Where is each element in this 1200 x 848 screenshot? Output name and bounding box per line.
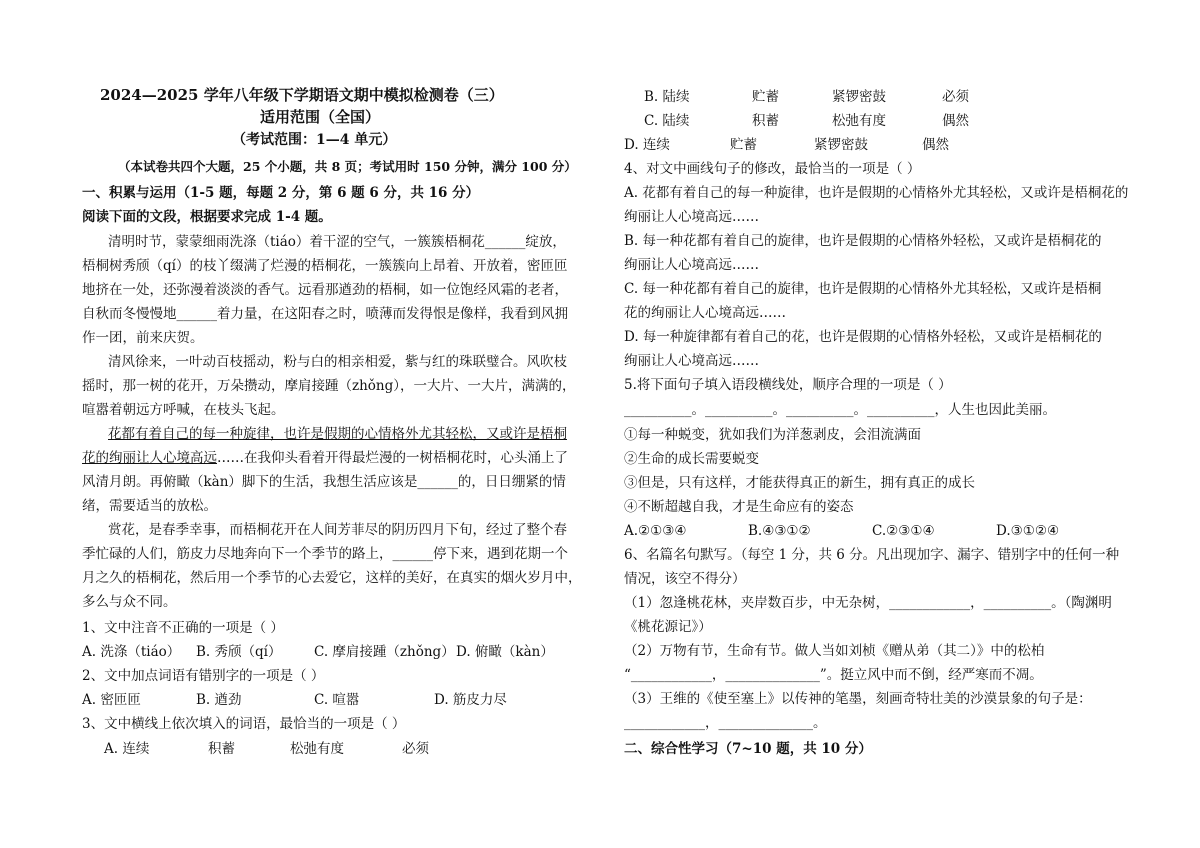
q2-option-b: B. 遒劲 (196, 692, 242, 708)
q3-option-b-word: 紧锣密鼓 (832, 89, 886, 105)
q3-option-d-word: 紧锣密鼓 (814, 137, 868, 153)
q3-option-a-word: 松弛有度 (290, 741, 344, 757)
q3-option-d-word: 贮蓄 (730, 137, 757, 153)
q4-option-line: B. 每一种花都有着自己的旋律，也许是假期的心情格外轻松，又或许是梧桐花的 (624, 233, 1102, 249)
passage-line: 赏花，是春季幸事，而梧桐花开在人间芳菲尽的阴历四月下旬，经过了整个春 (108, 522, 567, 538)
question-2: 2、文中加点词语有错别字的一项是（ ） (82, 668, 325, 684)
q1-option-c: C. 摩肩接踵（zhǒng） (314, 644, 455, 660)
q2-option-d: D. 筋皮力尽 (434, 692, 507, 708)
question-3: 3、文中横线上依次填入的词语，最恰当的一项是（ ） (82, 716, 406, 732)
passage-line: 绪，需要适当的放松。 (82, 498, 217, 514)
passage-line: 地挤在一处，还弥漫着淡淡的香气。远看那遒劲的梧桐，如一位饱经风霜的老者， (82, 282, 568, 298)
q2-option-c: C. 喧嚣 (314, 692, 360, 708)
q3-option-b-label: B. 陆续 (644, 89, 690, 105)
q4-option-line: C. 每一种花都有着自己的旋律，也许是假期的心情格外尤其轻松，又或许是梧桐 (624, 281, 1102, 297)
q5-option-a: A.②①③④ (624, 523, 687, 539)
q5-option-c: C.②③①④ (872, 523, 935, 539)
question-5: 5.将下面句子填入语段横线处，顺序合理的一项是（ ） (624, 377, 952, 393)
q3-option-c-label: C. 陆续 (644, 113, 690, 129)
passage-line: 清风徐来，一叶动百枝摇动，粉与白的相亲相爱，紫与红的珠联璧合。风吹枝 (108, 354, 567, 370)
passage-line: 喧嚣着朝远方呼喊，在枝头飞起。 (82, 402, 285, 418)
exam-note: （本试卷共四个大题，25 个小题，共 8 页；考试用时 150 分钟，满分 100 分） (118, 159, 577, 174)
q4-option-line: D. 每一种旋律都有着自己的花，也许是假期的心情格外轻松，又或许是梧桐花的 (624, 329, 1102, 345)
q4-option-line: 绚丽让人心境高远…… (624, 209, 759, 225)
q6-line: 情况，该空不得分） (624, 571, 746, 587)
q5-item: ②生命的成长需要蜕变 (624, 451, 759, 467)
section-2-heading: 二、综合性学习（7~10 题，共 10 分） (624, 741, 872, 757)
passage-line: 季忙碌的人们，筋皮力尽地奔向下一个季节的路上，______停下来，遇到花期一个 (82, 546, 568, 562)
q3-option-a-label: A. 连续 (104, 741, 150, 757)
q1-option-d: D. 俯瞰（kàn） (456, 644, 554, 660)
q4-option-line: A. 花都有着自己的每一种旋律，也许是假期的心情格外尤其轻松，又或许是梧桐花的 (624, 185, 1129, 201)
q5-item: ③但是，只有这样，才能获得真正的新生，拥有真正的成长 (624, 475, 975, 491)
q5-blanks: __________。__________。__________。__________，人生也因此美丽。 (624, 402, 1056, 418)
q2-option-a: A. 密匝匝 (82, 692, 141, 708)
passage-line: 自秋而冬慢慢地______着力量，在这阳春之时，喷薄而发得恨是像样，我看到风拥 (82, 306, 568, 322)
q5-option-d: D.③①②④ (996, 523, 1060, 539)
q6-line: （1）忽逢桃花林，夹岸数百步，中无杂树，____________，__________。（陶渊明 (624, 595, 1112, 611)
passage-line: 风清月朗。再俯瞰（kàn）脚下的生活，我想生活应该是______的，日日绷紧的情 (82, 474, 566, 490)
section-1-heading: 一、积累与运用（1-5 题，每题 2 分，第 6 题 6 分，共 16 分） (82, 185, 480, 201)
q6-line: （2）万物有节，生命有节。做人当如刘桢《赠从弟（其二）》中的松柏 (624, 643, 1045, 659)
q4-option-line: 绚丽让人心境高远…… (624, 257, 759, 273)
exam-range: （考试范围：1—4 单元） (232, 132, 397, 148)
q5-item: ④不断超越自我，才是生命应有的姿态 (624, 499, 854, 515)
reading-instruction: 阅读下面的文段，根据要求完成 1-4 题。 (82, 209, 332, 225)
q5-item: ①每一种蜕变，犹如我们为洋葱剥皮，会泪流满面 (624, 427, 921, 443)
question-6: 6、名篇名句默写。（每空 1 分，共 6 分。凡出现加字、漏字、错别字中的任何一种 (624, 547, 1120, 563)
q1-option-a: A. 洗涤（tiáo） (82, 644, 181, 660)
q3-option-c-word: 积蓄 (752, 113, 779, 129)
q4-option-line: 绚丽让人心境高远…… (624, 353, 759, 369)
passage-line: 梧桐树秀颀（qí）的枝丫缀满了烂漫的梧桐花，一簇簇向上昂着、开放着，密匝匝 (82, 258, 568, 274)
q5-option-b: B.④③①② (748, 523, 811, 539)
underlined-sentence: 花都有着自己的每一种旋律，也许是假期的心情格外尤其轻松，又或许是梧桐 (108, 426, 567, 442)
q3-option-c-word: 松弛有度 (832, 113, 886, 129)
exam-title: 2024—2025 学年八年级下学期语文期中模拟检测卷（三） (100, 86, 504, 104)
q3-option-d-label: D. 连续 (624, 137, 670, 153)
q3-option-a-word: 积蓄 (208, 741, 235, 757)
underlined-sentence-end: 花的绚丽让人心境高远 (82, 450, 217, 466)
question-1: 1、文中注音不正确的一项是（ ） (82, 620, 284, 636)
passage-line: 多么与众不同。 (82, 594, 177, 610)
question-4: 4、对文中画线句子的修改，最恰当的一项是（ ） (624, 161, 921, 177)
exam-scope: 适用范围（全国） (260, 108, 381, 126)
q4-option-line: 花的绚丽让人心境高远…… (624, 305, 786, 321)
q6-line: 《桃花源记》） (624, 619, 712, 635)
q6-line: （3）王维的《使至塞上》以传神的笔墨，刻画奇特壮美的沙漠景象的句子是： (624, 691, 1092, 707)
passage-line: 摇时，那一树的花开，万朵攒动，摩肩接踵（zhǒng），一大片、一大片，满满的， (82, 378, 576, 394)
q6-line: ____________，______________。 (624, 715, 827, 731)
passage-line: 清明时节，蒙蒙细雨洗涤（tiáo）着干涩的空气，一簇簇梧桐花______绽放， (108, 234, 566, 250)
q6-line: “____________，______________”。挺立风中而不倒，经严寒而不凋。 (624, 667, 1043, 683)
passage-line: 月之久的梧桐花，然后用一个季节的心去爱它，这样的美好，在真实的烟火岁月中， (82, 570, 582, 586)
q3-option-d-word: 偶然 (922, 137, 949, 153)
q3-option-b-word: 贮蓄 (752, 89, 779, 105)
q3-option-c-word: 偶然 (942, 113, 969, 129)
q1-option-b: B. 秀颀（qí） (196, 644, 282, 660)
q3-option-b-word: 必须 (942, 89, 969, 105)
passage-line: 花的绚丽让人心境高远……在我仰头看着开得最烂漫的一树梧桐花时，心头涌上了 (82, 450, 568, 466)
q3-option-a-word: 必须 (402, 741, 429, 757)
passage-line: 作一团，前来庆贺。 (82, 330, 204, 346)
